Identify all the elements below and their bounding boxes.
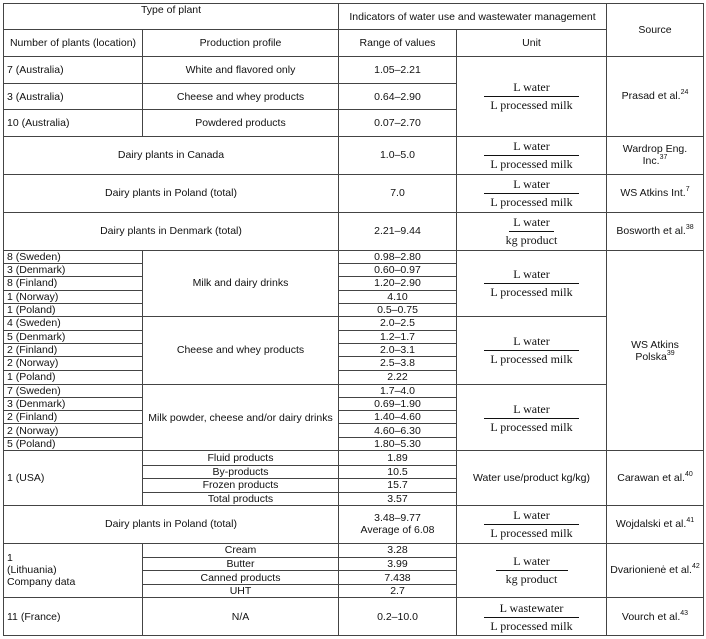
header-unit: Unit [457,30,607,56]
source-cell [607,136,704,174]
source-text: Wojdalski et al. [615,518,687,531]
plants-cell: Dairy plants in Poland (total) [4,506,339,543]
range-cell: 2.22 [339,370,457,384]
profile-cell: Canned products [143,570,339,584]
source-cell [607,175,704,212]
unit-fraction [457,136,607,174]
plants-cell: 5 (Denmark) [4,331,143,344]
unit-numerator: L water [513,334,550,349]
unit-fraction [457,506,607,543]
range-cell: 7.438 [339,570,457,584]
range-cell: 1.80–5.30 [339,438,457,451]
plants-cell: 1 (Norway) [4,290,143,303]
plants-cell: 7 (Australia) [4,56,143,83]
header-row [4,4,704,30]
profile-cell: Powdered products [143,110,339,136]
range-cell: 1.7–4.0 [339,384,457,397]
unit-denominator: L processed milk [490,285,573,300]
source-cell [607,506,704,543]
profile-cell: White and flavored only [143,56,339,83]
source-cell [607,451,704,506]
plants-cell: 1 (Poland) [4,303,143,316]
range-cell: 1.05–2.21 [339,56,457,83]
unit-denominator: L processed milk [490,195,573,210]
source-ref: 38 [685,224,694,232]
profile-cell: Fluid products [143,451,339,465]
table-row [4,543,704,557]
range-cell: 1.40–4.60 [339,411,457,424]
profile-cell: Milk and dairy drinks [143,251,339,317]
unit-denominator: L processed milk [490,419,573,434]
source-cell [607,543,704,598]
plants-location: (Lithuania) [7,564,57,577]
table-row [4,212,704,250]
plants-cell: 2 (Finland) [4,344,143,357]
unit-denominator: L processed milk [490,526,573,541]
profile-cell: Cheese and whey products [143,316,339,384]
plants-cell: Dairy plants in Poland (total) [4,175,339,212]
plants-cell: Dairy plants in Canada [4,136,339,174]
plants-cell: 11 (France) [4,598,143,636]
header-source: Source [607,4,704,57]
plants-cell: 1 (USA) [4,451,143,506]
range-cell: 2.0–3.1 [339,344,457,357]
unit-numerator: L water [513,215,550,230]
unit-fraction [457,56,607,136]
profile-cell: Frozen products [143,478,339,492]
source-ref: 41 [686,517,695,525]
range-cell: 0.64–2.90 [339,84,457,110]
unit-fraction [457,543,607,598]
source-text: WS Atkins Int. [620,187,686,200]
table-row [4,175,704,212]
source-cell [607,212,704,250]
profile-cell: Total products [143,492,339,505]
header-production-profile: Production profile [143,30,339,56]
source-cell [607,598,704,636]
table-row [4,56,704,83]
unit-numerator: L water [513,177,550,192]
source-text: Vourch et al. [621,610,681,623]
table-row [4,384,704,397]
profile-cell: By-products [143,465,339,478]
range-average: Average of 6.08 [360,524,435,537]
unit-fraction [457,212,607,250]
range-cell: 1.20–2.90 [339,277,457,290]
plants-cell: 1 (Poland) [4,370,143,384]
unit-numerator: L water [513,267,550,282]
range-cell: 1.0–5.0 [339,136,457,174]
header-number-of-plants: Number of plants (location) [4,30,143,56]
range-cell: 1.2–1.7 [339,331,457,344]
plants-cell: 8 (Finland) [4,277,143,290]
profile-cell: Butter [143,557,339,570]
unit-denominator: L processed milk [490,157,573,172]
plants-count: 1 [7,552,13,565]
source-cell [607,251,704,451]
source-text: Wardrop Eng. Inc. [622,143,688,168]
header-range-of-values: Range of values [339,30,457,56]
table-row [4,136,704,174]
table-row [4,506,704,543]
plants-cell: 7 (Sweden) [4,384,143,397]
plants-cell: 5 (Poland) [4,438,143,451]
source-text: WS Atkins Polska [631,338,679,363]
table-row [4,451,704,465]
source-ref: 43 [680,609,689,617]
unit-numerator: L water [513,401,550,416]
range-cell: 4.10 [339,290,457,303]
source-ref: 24 [680,89,689,97]
unit-fraction [457,598,607,636]
plants-note: Company data [7,576,76,589]
plants-cell: Dairy plants in Denmark (total) [4,212,339,250]
unit-numerator: L water [513,508,550,523]
range-cell: 15.7 [339,478,457,492]
range-cell: 2.7 [339,585,457,598]
range-cell: 2.5–3.8 [339,357,457,370]
source-ref: 37 [659,154,668,162]
range-cell: 0.2–10.0 [339,598,457,636]
source-text: Prasad et al. [621,90,681,103]
range-line: 3.48–9.77 [374,512,421,525]
plants-cell: 3 (Denmark) [4,264,143,277]
range-cell: 10.5 [339,465,457,478]
profile-cell: Milk powder, cheese and/or dairy drinks [143,384,339,451]
range-cell: 0.98–2.80 [339,251,457,264]
range-cell: 7.0 [339,175,457,212]
range-cell [339,506,457,543]
range-cell: 3.99 [339,557,457,570]
source-ref: 40 [684,471,693,479]
range-cell: 3.28 [339,543,457,557]
header-type-of-plant: Type of plant [4,4,339,30]
profile-cell: UHT [143,585,339,598]
plants-cell: 10 (Australia) [4,110,143,136]
unit-numerator: L water [513,80,550,95]
unit-denominator: L processed milk [490,352,573,367]
range-cell: 3.57 [339,492,457,505]
unit-fraction [457,384,607,451]
table-row [4,316,704,330]
unit-fraction [457,175,607,212]
unit-denominator: kg product [505,233,558,248]
source-ref: 39 [666,349,675,357]
source-ref: 42 [691,563,700,571]
range-cell: 0.69–1.90 [339,397,457,410]
unit-numerator: L water [513,554,550,569]
source-text: Bosworth et al. [616,225,686,238]
range-cell: 0.60–0.97 [339,264,457,277]
plants-cell: 4 (Sweden) [4,316,143,330]
profile-cell: N/A [143,598,339,636]
header-indicators: Indicators of water use and wastewater management [339,4,607,30]
unit-fraction [457,316,607,384]
plants-cell: 2 (Norway) [4,424,143,438]
water-use-table [3,3,704,636]
plants-cell [4,543,143,598]
unit-numerator: L water [513,139,550,154]
plants-cell: 3 (Denmark) [4,397,143,410]
unit-fraction [457,251,607,317]
table-row [4,251,704,264]
table-row [4,598,704,636]
plants-cell: 3 (Australia) [4,84,143,110]
range-cell: 1.89 [339,451,457,465]
unit-cell: Water use/product kg/kg) [457,451,607,506]
profile-cell: Cheese and whey products [143,84,339,110]
range-cell: 0.5–0.75 [339,303,457,316]
profile-cell: Cream [143,543,339,557]
source-ref: 7 [685,186,690,194]
subheader-row [4,30,704,56]
unit-denominator: kg product [505,572,558,587]
plants-cell: 2 (Norway) [4,357,143,370]
unit-denominator: L processed milk [490,618,573,633]
source-cell [607,56,704,136]
source-text: Carawan et al. [617,472,685,485]
range-cell: 4.60–6.30 [339,424,457,438]
plants-cell: 8 (Sweden) [4,251,143,264]
range-cell: 0.07–2.70 [339,110,457,136]
source-text: Dvarionienė et al. [610,564,692,577]
range-cell: 2.0–2.5 [339,316,457,330]
unit-denominator: L processed milk [490,98,573,113]
plants-cell: 2 (Finland) [4,411,143,424]
unit-numerator: L wastewater [499,600,564,615]
range-cell: 2.21–9.44 [339,212,457,250]
